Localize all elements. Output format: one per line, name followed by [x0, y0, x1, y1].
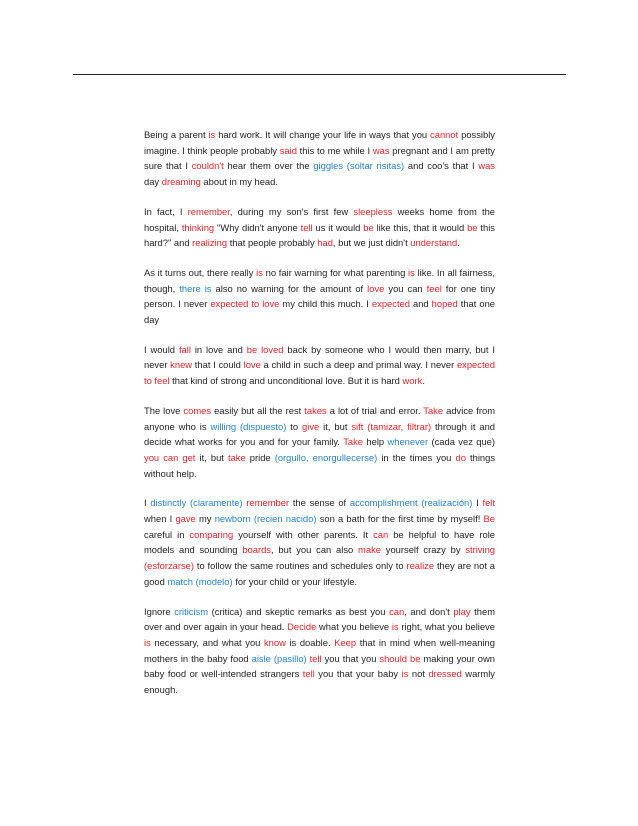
paragraph-5 [144, 403, 495, 482]
text-segment: "Why didn't anyone [214, 221, 301, 233]
red-highlight-word: felt [482, 497, 495, 509]
red-highlight-word: expected to feel [144, 359, 495, 387]
text-segment: In fact, I [144, 205, 188, 217]
blue-highlight-word: whenever [387, 436, 429, 448]
text-segment: what you believe [316, 621, 392, 633]
text-segment: through it and decide what works for you and for your family. [144, 420, 496, 448]
text-segment: son a bath for the first time by myself! [316, 513, 484, 525]
red-highlight-word: Take [423, 404, 444, 416]
text-segment: . [422, 375, 425, 387]
red-highlight-word: is [408, 266, 415, 278]
red-highlight-word: work [402, 375, 423, 387]
red-highlight-word: Decide [287, 621, 317, 633]
text-segment: , but we just didn't [332, 237, 411, 249]
red-highlight-word: sleepless [353, 205, 393, 217]
text-segment: not [408, 668, 429, 680]
text-segment: hear them over the [223, 160, 314, 172]
red-highlight-word: is [391, 621, 399, 633]
text-segment: easily but all the rest [211, 404, 305, 416]
red-highlight-word: sift (tamizar, filtrar) [351, 420, 432, 432]
text-segment: be helpful to have role models and sounding [144, 528, 495, 556]
red-highlight-word: be loved [246, 343, 284, 355]
text-segment: Being a parent [144, 129, 209, 140]
red-highlight-word: tell [309, 652, 322, 664]
red-highlight-word: Take [343, 436, 364, 448]
text-segment: Ignore [144, 605, 175, 617]
text-segment: weeks home from the hospital, [144, 205, 495, 233]
text-segment: to follow the same routines and schedules only to [194, 560, 407, 572]
text-segment: you that your baby [314, 668, 402, 680]
text-segment: necessary, and what you [150, 636, 264, 648]
red-highlight-word: feel [426, 282, 442, 294]
red-highlight-word: play [453, 605, 471, 617]
red-highlight-word: is [256, 266, 263, 278]
text-segment: you can [384, 282, 427, 294]
paragraph-4 [144, 342, 495, 389]
blue-highlight-word: distinctly (claramente) [150, 497, 243, 509]
text-segment: that people probably [227, 237, 318, 249]
red-highlight-word: knew [170, 359, 193, 371]
text-segment: that in mind when well-meaning mothers in the baby food [144, 636, 495, 664]
blue-highlight-word: (orgullo, enorgullecerse) [274, 451, 378, 463]
red-highlight-word: is [401, 668, 409, 680]
text-segment: yourself crazy by [380, 544, 466, 556]
red-highlight-word: be [467, 221, 478, 233]
text-segment: pride [245, 451, 275, 463]
red-highlight-word: Keep [334, 636, 357, 648]
red-highlight-word: be [363, 221, 374, 233]
text-segment: my child this much. I [279, 298, 372, 310]
text-segment: to [286, 420, 303, 432]
red-highlight-word: expected [371, 298, 410, 310]
text-segment: careful in [144, 528, 190, 540]
text-segment: right, what you believe [398, 621, 495, 633]
text-segment: yourself with other parents. It [233, 528, 374, 540]
text-segment: about in my head. [200, 176, 278, 188]
blue-highlight-word: aisle (pasillo) [251, 652, 307, 664]
red-highlight-word: gave [175, 513, 196, 525]
red-highlight-word: remember [246, 497, 290, 509]
red-highlight-word: was [372, 144, 390, 156]
red-highlight-word: boards [242, 544, 271, 556]
paragraph-7 [144, 604, 495, 698]
text-segment: my [195, 513, 215, 525]
red-highlight-word: dressed [428, 668, 462, 680]
red-highlight-word: thinking [181, 221, 215, 233]
paragraph-3 [144, 265, 495, 328]
text-segment: back by someone who I would then marry, but I never [144, 343, 495, 371]
text-segment: like. In all fairness, though, [144, 266, 495, 294]
text-segment: a lot of trial and error. [326, 404, 424, 416]
red-highlight-word: comparing [189, 528, 234, 540]
text-segment: I [144, 497, 151, 509]
red-highlight-word: couldn't [191, 160, 224, 172]
text-segment: us it would [312, 221, 364, 233]
text-segment: that one day [144, 298, 495, 326]
text-segment: them over and over again in your head. [144, 605, 495, 633]
text-segment: like this, that it would [373, 221, 468, 233]
paragraph-6 [144, 495, 495, 589]
text-segment: that kind of strong and unconditional love. But it is hard [169, 375, 403, 387]
text-segment: (cada vez que) [428, 436, 495, 448]
text-segment: is doable. [285, 636, 335, 648]
red-highlight-word: striving [465, 544, 496, 556]
red-highlight-word: tell [300, 221, 313, 233]
text-segment: , and don't [404, 605, 454, 617]
red-highlight-word: fall [178, 343, 191, 355]
text-segment: also no warning for the amount of [211, 282, 368, 294]
red-highlight-word: Be [483, 513, 495, 525]
text-segment: things without help. [144, 451, 496, 479]
red-highlight-word: take [227, 451, 246, 463]
text-segment: it, but [195, 451, 228, 463]
text-segment: that I could [192, 359, 244, 371]
red-highlight-word: said [279, 144, 297, 156]
text-segment: (critica) and skeptic remarks as best you [208, 605, 390, 617]
text-segment: a child in such a deep and primal way. I never [260, 359, 457, 371]
document-body [144, 127, 495, 712]
red-highlight-word: love [367, 282, 385, 294]
text-segment: this to me while I [296, 144, 373, 156]
text-segment: when I [144, 513, 176, 525]
red-highlight-word: cannot [430, 129, 459, 140]
blue-highlight-word: newborn (recien nacido) [214, 513, 317, 525]
text-segment: , during my son's first few [229, 205, 354, 217]
red-highlight-word: dreaming [161, 176, 201, 188]
blue-highlight-word: giggles (soltar risitas) [313, 160, 405, 172]
text-segment: making your own baby food or well-intended strangers [144, 652, 495, 680]
red-highlight-word: realizing [192, 237, 228, 249]
red-highlight-word: do [455, 451, 466, 463]
red-highlight-word: give [302, 420, 320, 432]
text-segment: in love and [190, 343, 247, 355]
text-segment: hard work. It will change your life in ways that you [215, 129, 431, 140]
text-segment: pregnant and I am pretty sure that I [144, 144, 495, 172]
text-segment: for your child or your lifestyle. [232, 575, 358, 587]
red-highlight-word: can [373, 528, 389, 540]
text-segment: this hard?" and [144, 221, 495, 249]
red-highlight-word: was [478, 160, 495, 172]
text-segment: warmly enough. [144, 668, 495, 696]
red-highlight-word: takes [304, 404, 327, 416]
blue-highlight-word: willing (dispuesto) [210, 420, 287, 432]
text-segment: the sense of [289, 497, 350, 509]
text-segment: , but you can also [270, 544, 359, 556]
text-segment: in the times you [377, 451, 456, 463]
paragraph-1 [144, 127, 495, 190]
red-highlight-word: tell [302, 668, 315, 680]
text-segment: and [409, 298, 432, 310]
red-highlight-word: expected to love [210, 298, 280, 310]
red-highlight-word: is [208, 129, 216, 140]
red-highlight-word: should be [379, 652, 421, 664]
text-segment: day [144, 176, 162, 188]
red-highlight-word: is [144, 636, 151, 648]
text-segment: help [363, 436, 388, 448]
red-highlight-word: hoped [431, 298, 458, 310]
text-segment: I would [144, 343, 179, 355]
red-highlight-word: understand [410, 237, 458, 249]
text-segment: and coo's that I [404, 160, 479, 172]
red-highlight-word: had [317, 237, 333, 249]
text-segment: possibly imagine. I think people probably [144, 129, 495, 156]
text-segment: for one tiny person. I never [144, 282, 496, 310]
text-segment: no fair warning for what parenting [262, 266, 409, 278]
header-rule [73, 74, 566, 75]
red-highlight-word: know [263, 636, 286, 648]
blue-highlight-word: accomplishment (realización) [349, 497, 473, 509]
text-segment: The love [144, 404, 184, 416]
red-highlight-word: you can get [144, 451, 196, 463]
red-highlight-word: can [389, 605, 405, 617]
text-segment: they are not a good [144, 560, 495, 587]
text-segment: it, but [319, 420, 352, 432]
red-highlight-word: (esforzarse) [144, 560, 195, 572]
text-segment: As it turns out, there really [144, 266, 257, 278]
text-segment: you that you [321, 652, 380, 664]
red-highlight-word: make [358, 544, 381, 556]
blue-highlight-word: criticism [174, 605, 209, 617]
text-segment: . [457, 237, 460, 249]
red-highlight-word: love [243, 359, 261, 371]
red-highlight-word: remember [187, 205, 230, 217]
text-segment: I [472, 497, 483, 509]
blue-highlight-word: match (modelo) [167, 575, 233, 587]
red-highlight-word: realize [406, 560, 435, 572]
text-segment: advice from anyone who is [144, 404, 496, 432]
blue-highlight-word: there is [179, 282, 212, 294]
paragraph-2 [144, 204, 495, 251]
red-highlight-word: comes [183, 404, 212, 416]
